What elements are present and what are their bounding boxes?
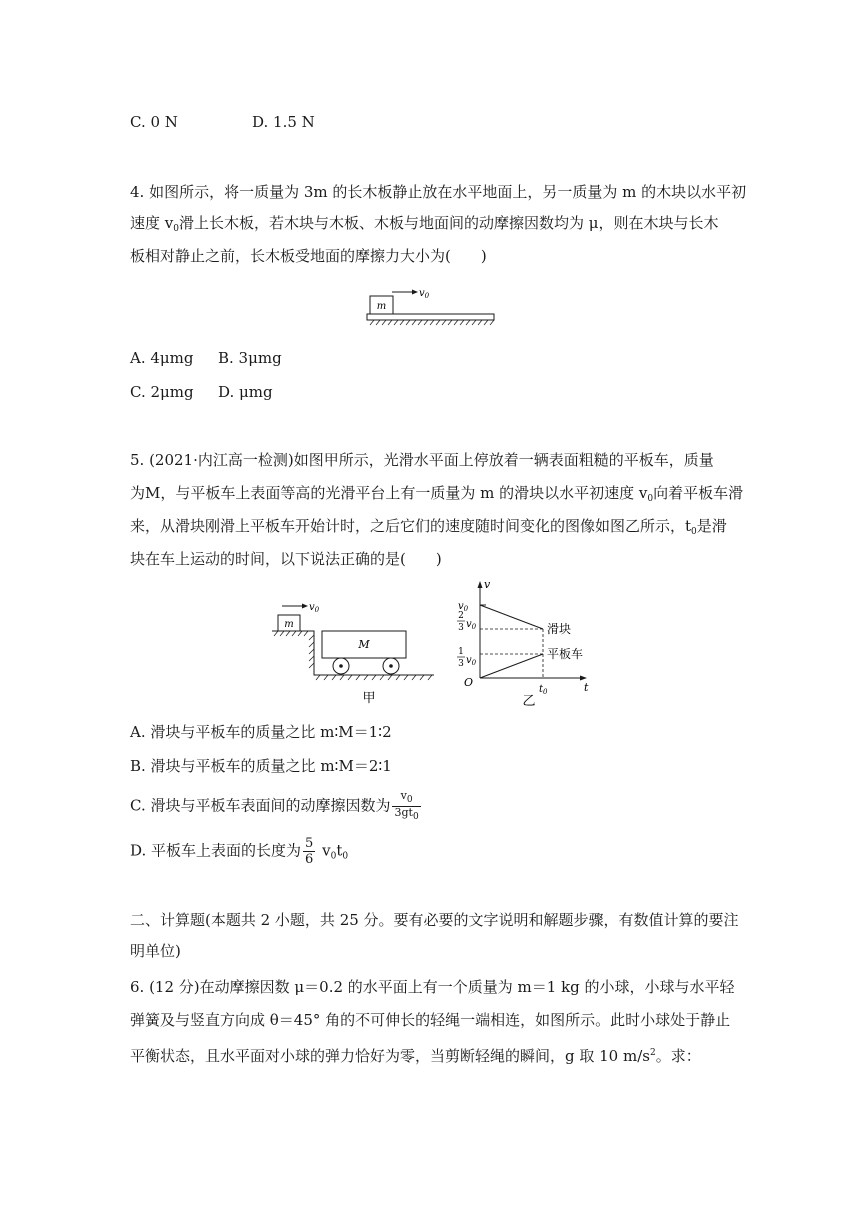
q5-option-b: B. 滑块与平板车的质量之比 m∶M＝2∶1 xyxy=(130,757,392,775)
q6-stem-line1: 6. (12 分)在动摩擦因数 μ＝0.2 的水平面上有一个质量为 m＝1 kg 的小球，小球与水平轻 xyxy=(130,978,735,996)
q4-figure xyxy=(364,284,498,326)
q5-stem-line1: 5. (2021·内江高一检测)如图甲所示，光滑水平面上停放着一辆表面粗糙的平板车，质量 xyxy=(130,451,714,469)
q5-t-axis-label: t xyxy=(584,681,589,694)
q5-option-c: C. 滑块与平板车表面间的动摩擦因数为 $\frac{v_0}{3gt_0}$ xyxy=(130,789,419,822)
q5-slider-label: m xyxy=(284,619,294,630)
q5-line-slider xyxy=(480,605,543,629)
q4-velocity-label: $v_0$ xyxy=(419,288,430,300)
q4-option-d: D. μmg xyxy=(218,383,273,401)
q5-label-slider: 滑块 xyxy=(547,622,572,636)
q5-tick-one-third-den: 3 xyxy=(458,659,464,669)
q5-v-axis-label: v xyxy=(484,578,491,591)
section2-heading-line1: 二、计算题(本题共 2 小题，共 25 分。要有必要的文字说明和解题步骤，有数值计算的要注 xyxy=(130,911,739,929)
q5-tick-one-third-num: 1 xyxy=(458,647,464,657)
q5-option-c-fraction: $\frac{v_0}{3gt_0}$ xyxy=(394,789,419,822)
q4-block-label: m xyxy=(376,301,387,312)
q4-ground-hatch xyxy=(370,320,494,325)
q5-figure-yi xyxy=(446,576,596,706)
q5-option-d: D. 平板车上表面的长度为 $\frac{5}{6}$ $v_0t_0$ xyxy=(130,836,349,867)
q6-stem-line2: 弹簧及与竖直方向成 θ＝45° 角的不可伸长的轻绳一端相连，如图所示。此时小球处于静止 xyxy=(130,1011,731,1029)
q4-stem-line3: 板相对静止之前，长木板受地面的摩擦力大小为( ) xyxy=(130,247,487,265)
q5-tick-t0: $t_0$ xyxy=(539,684,548,696)
q5-figure-yi-caption: 乙 xyxy=(522,694,536,706)
q4-stem-line1: 4. 如图所示，将一质量为 3m 的长木板静止放在水平地面上，另一质量为 m 的木块以水平初 xyxy=(130,183,747,201)
q5-figure-jia xyxy=(268,596,438,708)
q5-tick-two-thirds-num: 2 xyxy=(458,611,464,621)
q4-option-b: B. 3μmg xyxy=(218,349,282,367)
q4-option-c: C. 2μmg xyxy=(130,383,194,401)
q5-stem-line4: 块在车上运动的时间，以下说法正确的是( ) xyxy=(130,550,442,568)
q3-option-d: D. 1.5 N xyxy=(252,113,315,131)
q4-stem-line2: 速度 $v_0$滑上长木板，若木块与木板、木板与地面间的动摩擦因数均为 μ，则在木块与长木 xyxy=(130,214,719,234)
q5-line-cart xyxy=(480,654,543,678)
q5-stem-line3: 来，从滑块刚滑上平板车开始计时，之后它们的速度随时间变化的图像如图乙所示，$t_0$是滑 xyxy=(130,517,727,537)
q5-option-d-fraction: $\frac{5}{6}$ xyxy=(305,836,314,867)
q5-stem-line2: 为M，与平板车上表面等高的光滑平台上有一质量为 m 的滑块以水平初速度 $v_0$向着平板车滑 xyxy=(130,484,744,504)
q5-tick-v0: $v_0$ xyxy=(458,601,469,613)
q5-tick-two-thirds-v0: $v_0$ xyxy=(466,619,477,631)
q5-cart-label: M xyxy=(358,638,370,651)
q6-stem-line3: 平衡状态，且水平面对小球的弹力恰好为零，当剪断轻绳的瞬间，g 取 10 $m/s^2$。求： xyxy=(130,1047,701,1065)
q5-tick-one-third-v0: $v_0$ xyxy=(466,655,477,667)
q3-option-c: C. 0 N xyxy=(130,113,178,131)
q5-label-cart: 平板车 xyxy=(547,647,584,661)
q4-long-board xyxy=(367,314,494,320)
q4-option-a: A. 4μmg xyxy=(130,349,194,367)
q5-figure-jia-caption: 甲 xyxy=(362,691,376,706)
q5-velocity-label: $v_0$ xyxy=(309,602,320,614)
q5-origin-label: O xyxy=(464,676,474,689)
q5-option-a: A. 滑块与平板车的质量之比 m∶M＝1∶2 xyxy=(130,723,392,741)
section2-heading-line2: 明单位) xyxy=(130,942,181,960)
q5-tick-two-thirds-den: 3 xyxy=(458,623,464,633)
